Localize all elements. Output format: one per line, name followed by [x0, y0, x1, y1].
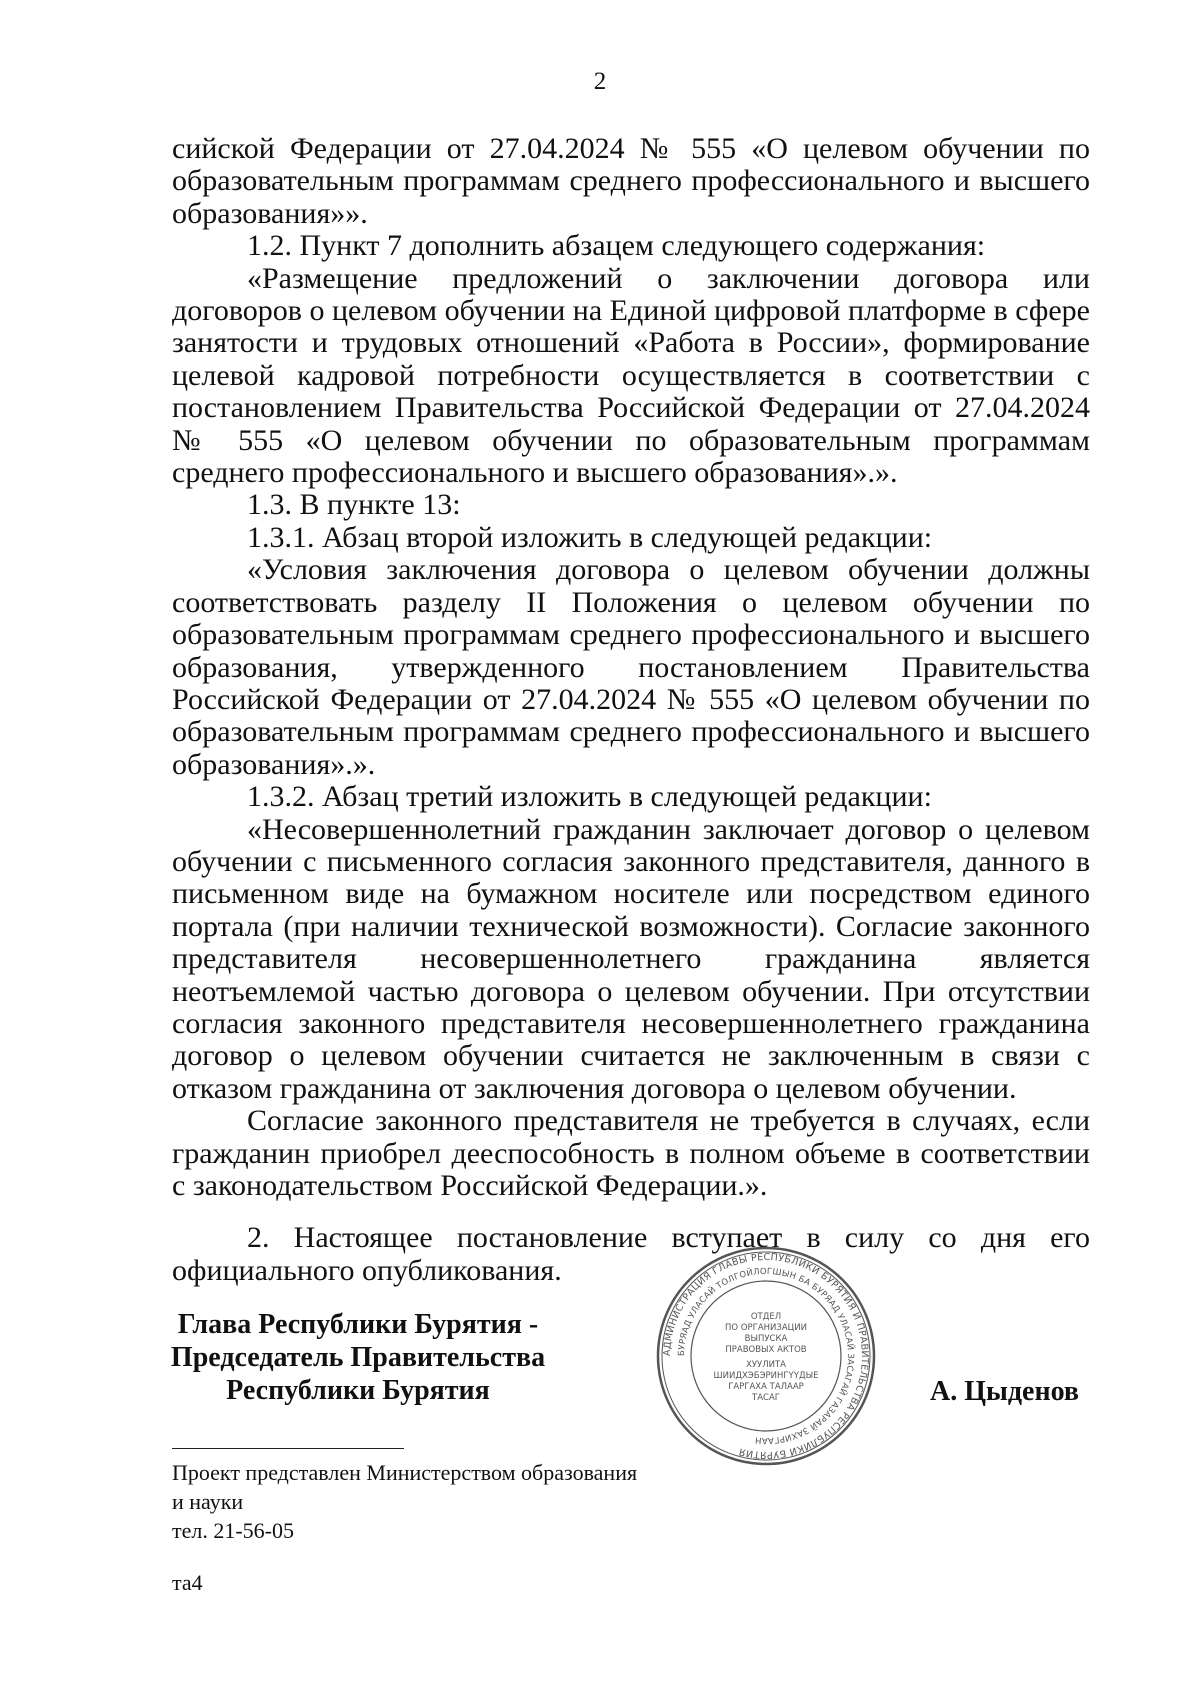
paragraph: «Размещение предложений о заключении договора или договоров о целевом обучении на Единой цифровой платформе в сфере занятости и трудовых отношений «Работа в России», формирование целевой кадровой потребности осуществляется в соответствии с постановлением Правительства Российской Федерации от 27.04.2024 № 555 «О целевом обучении по образовательным программам среднего профессионального и высшего образования».».: [172, 261, 1090, 490]
document-code: та4: [172, 1570, 203, 1595]
footnote-line: тел. 21-56-05: [172, 1518, 295, 1543]
body-text: [172, 133, 1090, 1287]
seal-center-line: ОТДЕЛ: [750, 1312, 782, 1322]
svg-text:БУРЯАД УЛАСАЙ ТОЛГОЙЛОГШЫН БА: [677, 1266, 857, 1445]
signature-title-line: Председатель Правительства: [170, 1342, 546, 1373]
paragraph: 1.2. Пункт 7 дополнить абзацем следующего содержания:: [247, 229, 986, 263]
paragraph: сийской Федерации от 27.04.2024 № 555 «О целевом обучении по образовательным программам среднего профессионального и высшего образования»».: [172, 132, 1090, 230]
signature-title-line: Глава Республики Бурятия -: [177, 1309, 539, 1340]
paragraph: 1.3. В пункте 13:: [247, 488, 461, 522]
paragraph: 1.3.2. Абзац третий изложить в следующей редакции:: [247, 780, 932, 814]
official-seal: [655, 1245, 877, 1467]
signature-title: [162, 1308, 554, 1407]
seal-center-line: ВЫПУСКА: [744, 1334, 788, 1344]
signature-title-line: Республики Бурятия: [226, 1375, 490, 1406]
paragraph: 1.3.1. Абзац второй изложить в следующей редакции:: [247, 520, 933, 554]
seal-center-line: ГАРГАХА ТАЛААР: [728, 1382, 804, 1392]
seal-center-line: ТАСАГ: [752, 1393, 780, 1403]
svg-text:АДМИНИСТРАЦИЯ ГЛАВЫ РЕСПУБЛИКИ: [662, 1252, 870, 1460]
paragraph: «Несовершеннолетний гражданин заключает договор о целевом обучении с письменного согласия законного представителя, данного в письменном виде на бумажном носителе или посредством единого портала (при наличии технической возможности). Согласие законного представителя несовершеннолетнего гражданина является неотъемлемой частью договора о целевом обучении. При отсутствии согласия законного представителя несовершеннолетнего гражданина договор о целевом обучении считается не заключенным в связи с отказом гражданина от заключения договора о целевом обучении.: [172, 812, 1090, 1105]
paragraph: 2. Настоящее постановление вступает в силу со дня его официального опубликования.: [172, 1221, 1090, 1287]
seal-center-line: ХУУЛИТА: [746, 1360, 786, 1370]
seal-center-line: ШИИДХЭБЭРИНГҮҮДЫЕ: [713, 1371, 819, 1381]
seal-center-line: ПО ОРГАНИЗАЦИИ: [725, 1323, 807, 1333]
seal-outer-text: АДМИНИСТРАЦИЯ ГЛАВЫ РЕСПУБЛИКИ БУРЯТИЯ И ПРАВИТЕЛЬСТВА РЕСПУБЛИКИ БУРЯТИЯ: [661, 1251, 871, 1461]
seal-inner-text: БУРЯАД УЛАСАЙ ТОЛГОЙЛОГШЫН БА БУРЯАД УЛАСАЙ ЗАСАГАЙ ГАЗАРАЙ ЗАХИРГААН: [676, 1266, 856, 1446]
footnote-line: Проект представлен Министерством образования: [172, 1460, 638, 1485]
paragraph: «Условия заключения договора о целевом обучении должны соответствовать разделу II Положения о целевом обучении по образовательным программам среднего профессионального и высшего образования, утвержденного постановлением Правительства Российской Федерации от 27.04.2024 № 555 «О целевом обучении по образовательным программам среднего профессионального и высшего образования».».: [172, 553, 1090, 781]
signatory-name: А. Цыденов: [930, 1376, 1080, 1407]
footnote-divider: [172, 1448, 404, 1449]
seal-center-line: ПРАВОВЫХ АКТОВ: [725, 1345, 807, 1355]
page-number: 2: [593, 68, 607, 95]
paragraph: Согласие законного представителя не требуется в случаях, если гражданин приобрел дееспособность в полном объеме в соответствии с законодательством Российской Федерации.».: [172, 1104, 1090, 1202]
footnote: [172, 1458, 692, 1545]
footnote-line: и науки: [172, 1489, 244, 1514]
